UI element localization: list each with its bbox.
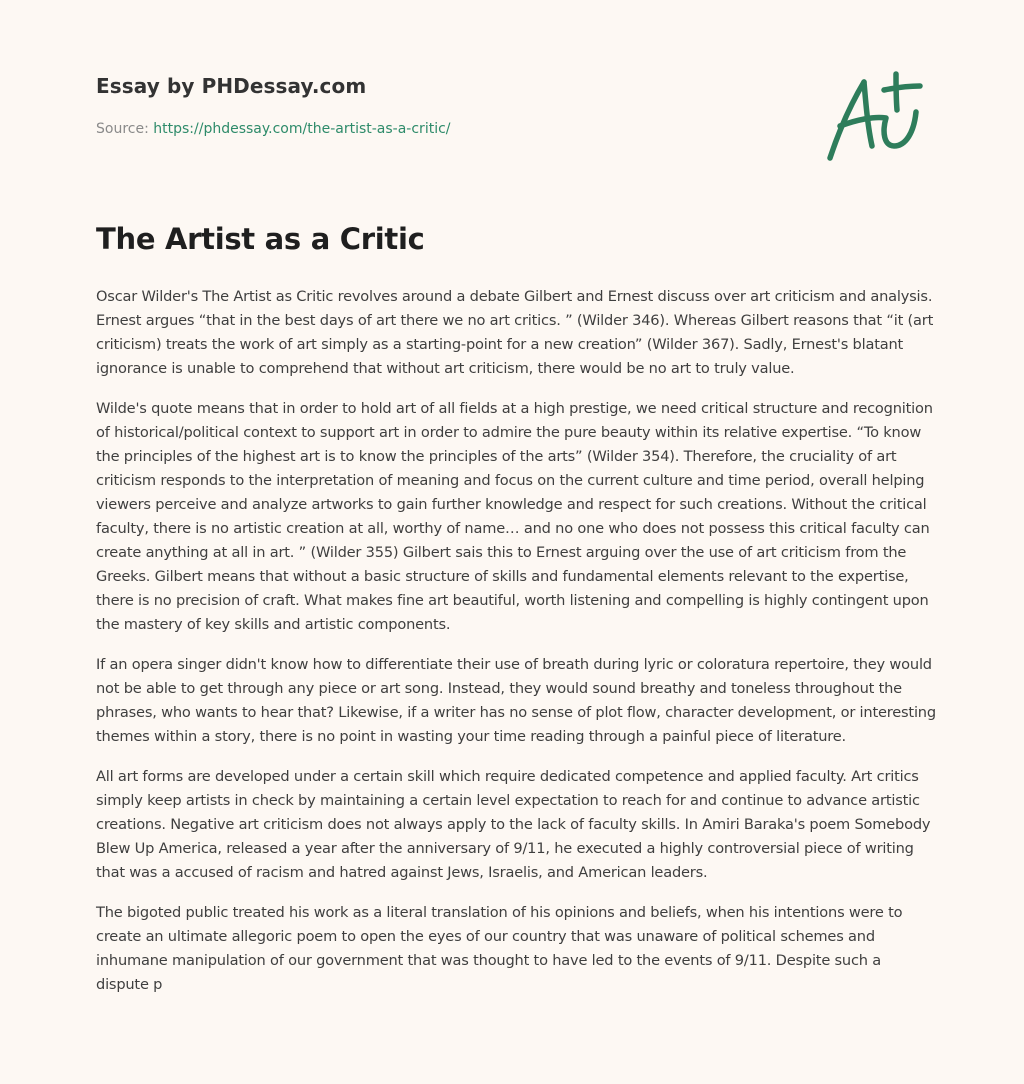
essay-paragraph: Oscar Wilder's The Artist as Critic revolves around a debate Gilbert and Ernest discuss over art criticism and analysis. Ernest argues “that in the best days of art there we no art critics. ” (Wilder 346). Whereas Gilbert reasons that “it (art criticism) treats the work of art simply as a starting-point for a new creation” (Wilder 367). Sadly, Ernest's blatant ignorance is unable to comprehend that without art criticism, there would be no art to truly value. <box>96 288 934 377</box>
essay-paragraph: The bigoted public treated his work as a literal translation of his opinions and beliefs, when his intentions were to create an ultimate allegoric poem to open the eyes of our country that was unaware of political schemes and inhumane manipulation of our government that was thought to have led to the events of 9/11. Despite such a dispute p <box>96 904 903 993</box>
essay-title: The Artist as a Critic <box>96 222 425 256</box>
source-line <box>96 121 796 137</box>
source-label: Source: <box>96 121 154 137</box>
essay-paragraph: Wilde's quote means that in order to hold art of all fields at a high prestige, we need critical structure and recognition of historical/political context to support art in order to admire the pure beauty within its relative expertise. “To know the principles of the highest art is to know the principles of the arts” (Wilder 354). Therefore, the cruciality of art criticism responds to the interpretation of meaning and focus on the current culture and time period, overall helping viewers perceive and analyze artworks to gain further knowledge and respect for such creations. Without the critical faculty, there is no artistic creation at all, worthy of name… and no one who does not possess this critical faculty can create anything at all in art. ” (Wilder 355) Gilbert sais this to Ernest arguing over the use of art criticism from the Greeks. Gilbert means that without a basic structure of skills and fundamental elements relevant to the expertise, there is no precision of craft. What makes fine art beautiful, worth listening and compelling is highly contingent upon the mastery of key skills and artistic components. <box>96 400 933 633</box>
page-header <box>96 74 796 137</box>
essay-paragraph: All art forms are developed under a certain skill which require dedicated competence and applied faculty. Art critics simply keep artists in check by maintaining a certain level expectation to reach for and continue to advance artistic creations. Negative art criticism does not always apply to the lack of faculty skills. In Amiri Baraka's poem Somebody Blew Up America, released a year after the anniversary of 9/11, he executed a highly controversial piece of writing that was a accused of racism and hatred against Jews, Israelis, and American leaders. <box>96 768 931 881</box>
a-plus-logo-icon <box>822 66 926 166</box>
essay-paragraph: If an opera singer didn't know how to differentiate their use of breath during lyric or coloratura repertoire, they would not be able to get through any piece or art song. Instead, they would sound breathy and toneless throughout the phrases, who wants to hear that? Likewise, if a writer has no sense of plot flow, character development, or interesting themes within a story, there is no point in wasting your time reading through a painful piece of literature. <box>96 656 936 745</box>
source-link[interactable]: https://phdessay.com/the-artist-as-a-critic/ <box>153 121 451 137</box>
site-brand: Essay by PHDessay.com <box>96 74 367 98</box>
essay-body <box>96 285 936 1013</box>
